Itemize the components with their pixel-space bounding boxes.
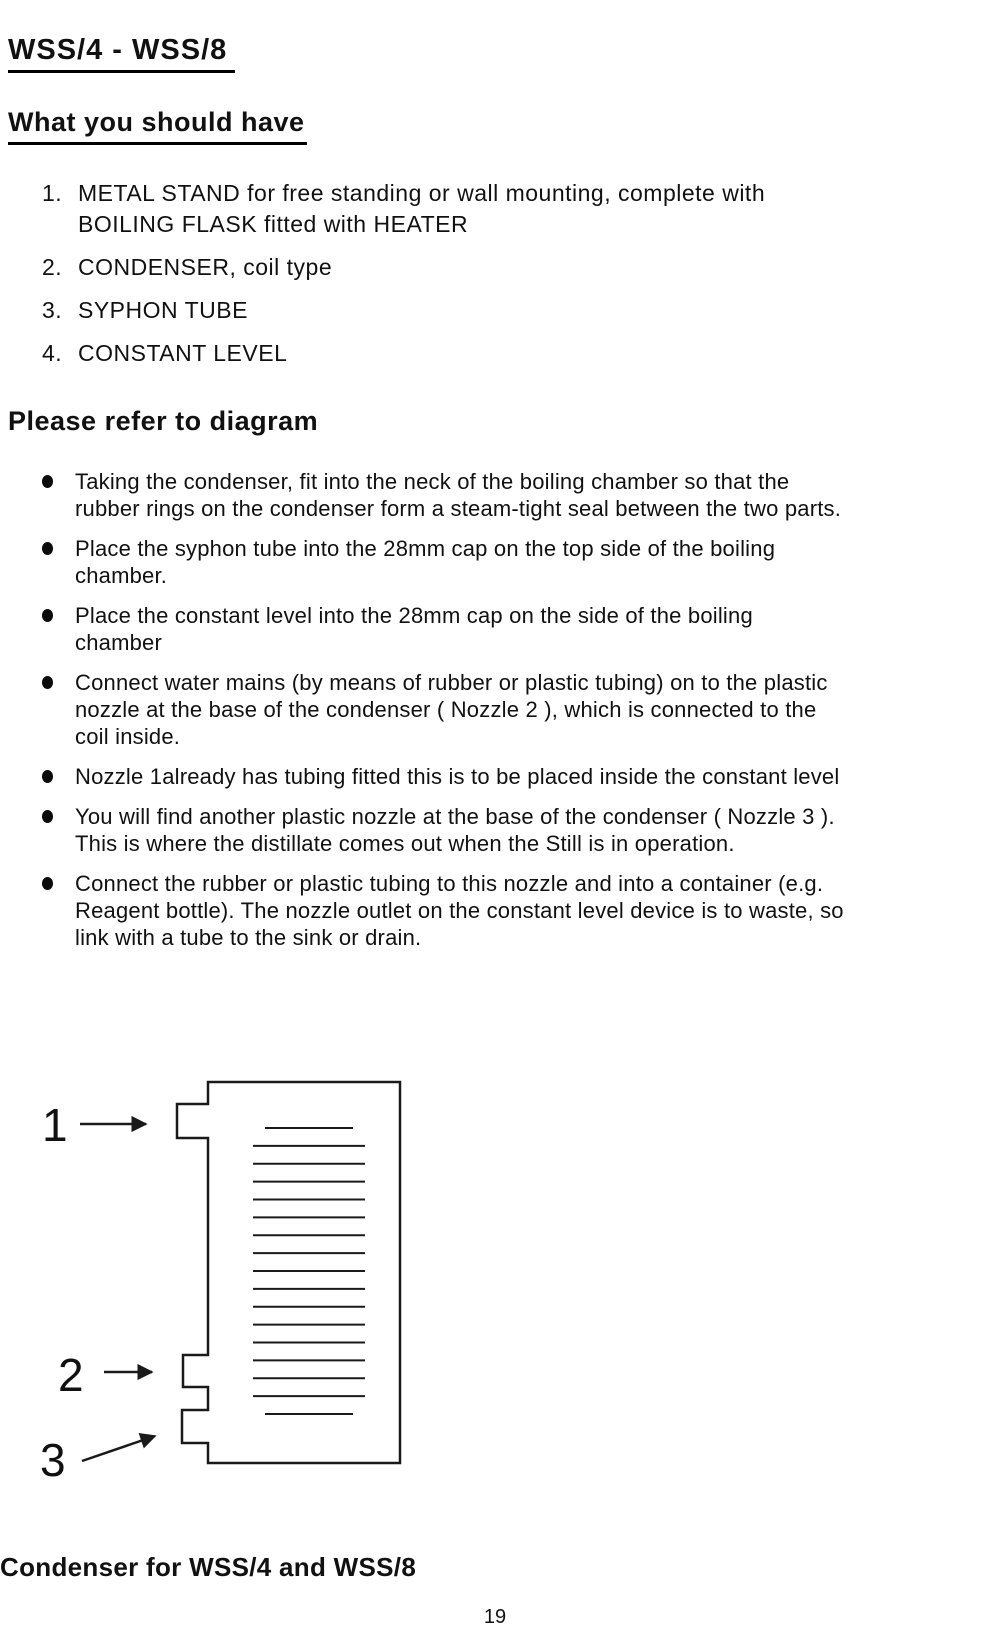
list-item: [42, 295, 765, 326]
bullet-item: [42, 803, 962, 857]
list-item-text: CONDENSER, coil type: [78, 254, 333, 280]
diagram-label-2: 2: [58, 1349, 84, 1401]
section-heading-what-you-should-have: What you should have: [8, 108, 307, 145]
condenser-diagram: [30, 1075, 420, 1480]
list-item-number: 2.: [42, 254, 63, 280]
bullet-item: [42, 870, 962, 951]
list-item: [42, 338, 765, 369]
bullet-icon: [42, 475, 53, 488]
bullet-text: Connect the rubber or plastic tubing to this nozzle and into a container (e.g. Reagent bottle). The nozzle outlet on the constant level device is to waste, so link with a tube to the sink or drain.: [75, 871, 844, 950]
bullet-text: You will find another plastic nozzle at the base of the condenser ( Nozzle 3 ). This is where the distillate comes out when the Still is in operation.: [75, 804, 835, 856]
arrow-to-nozzle-3: [82, 1436, 155, 1461]
bullet-item: [42, 669, 962, 750]
section-heading-please-refer-to-diagram: Please refer to diagram: [8, 406, 319, 436]
bullet-icon: [42, 770, 53, 783]
bullet-text: Place the constant level into the 28mm cap on the side of the boiling chamber: [75, 603, 753, 655]
bullet-item: [42, 468, 962, 522]
diagram-caption: Condenser for WSS/4 and WSS/8: [0, 1552, 417, 1582]
bullet-item: [42, 763, 962, 790]
bullet-text: Taking the condenser, fit into the neck of the boiling chamber so that the rubber rings on the condenser form a steam-tight seal between the two parts.: [75, 469, 842, 521]
bullet-icon: [42, 609, 53, 622]
list-item-number: 4.: [42, 340, 63, 366]
list-item: [42, 178, 765, 240]
list-item-text: METAL STAND for free standing or wall mounting, complete with BOILING FLASK fitted with HEATER: [78, 180, 766, 237]
condenser-body-outline: [177, 1082, 400, 1463]
parts-list: [42, 178, 765, 381]
bullet-text: Place the syphon tube into the 28mm cap on the top side of the boiling chamber.: [75, 536, 776, 588]
bullet-icon: [42, 542, 53, 555]
page-number: 19: [483, 1606, 507, 1628]
bullet-icon: [42, 676, 53, 689]
bullet-item: [42, 602, 962, 656]
coil-lines: [253, 1128, 365, 1414]
page-title: WSS/4 - WSS/8: [8, 34, 235, 73]
diagram-label-3: 3: [40, 1434, 66, 1480]
list-item-text: CONSTANT LEVEL: [78, 340, 288, 366]
diagram-label-1: 1: [42, 1099, 68, 1151]
bullet-text: Connect water mains (by means of rubber or plastic tubing) on to the plastic nozzle at the base of the condenser ( Nozzle 2 ), which is connected to the coil inside.: [75, 670, 828, 749]
bullet-text: Nozzle 1already has tubing fitted this is to be placed inside the constant level: [75, 764, 840, 789]
list-item-text: SYPHON TUBE: [78, 297, 248, 323]
bullet-icon: [42, 877, 53, 890]
list-item-number: 3.: [42, 297, 63, 323]
bullet-icon: [42, 810, 53, 823]
list-item: [42, 252, 765, 283]
bullet-item: [42, 535, 962, 589]
instruction-bullets: [42, 468, 962, 964]
list-item-number: 1.: [42, 180, 63, 206]
